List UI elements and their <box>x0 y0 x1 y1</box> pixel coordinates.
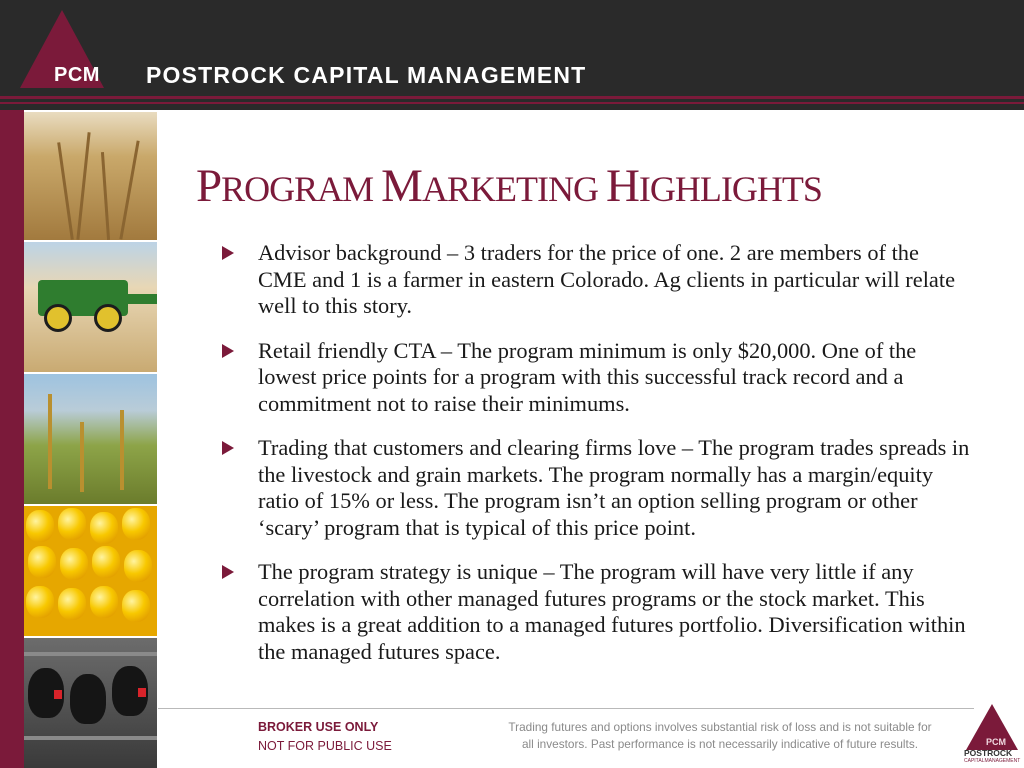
firm-name: POSTROCK CAPITAL MANAGEMENT <box>146 62 587 88</box>
broker-use-label: BROKER USE ONLY <box>258 720 379 734</box>
triangle-right-icon <box>222 344 234 358</box>
cattle-photo <box>24 638 157 768</box>
triangle-right-icon <box>222 441 234 455</box>
sorghum-field-photo <box>24 374 157 504</box>
bullet-item <box>222 435 972 541</box>
triangle-right-icon <box>222 565 234 579</box>
footer-logo-pcm: PCM <box>986 737 1006 747</box>
bullet-item <box>222 338 972 418</box>
footer-logo-name: POSTROCK <box>964 748 1013 758</box>
header-banner <box>0 0 1024 110</box>
slide-title: PROGRAM MARKETING HIGHLIGHTS <box>196 160 822 212</box>
bullet-text: The program strategy is unique – The program will have very little if any correlation with other managed futures programs or the stock market. This makes is a great addition to a managed futures portfolio. Diversification within the managed futures space. <box>258 559 966 664</box>
wheat-photo <box>24 112 157 240</box>
highlight-bullet-list <box>222 240 972 683</box>
combine-harvester-photo <box>24 242 157 372</box>
bullet-text: Retail friendly CTA – The program minimum is only $20,000. One of the lowest price points for a program with this successful track record and a commitment not to raise their minimums. <box>258 337 917 416</box>
bullet-item <box>222 559 972 665</box>
not-public-label: NOT FOR PUBLIC USE <box>258 739 392 753</box>
header-stripe-thin <box>0 102 1024 104</box>
bullet-text: Trading that customers and clearing firms love – The program trades spreads in the livestock and grain markets. The program normally has a margin/equity ratio of 15% or less. The program isn’t an option selling program or other ‘scary’ program that is typical of this price point. <box>258 435 970 540</box>
bullet-item <box>222 240 972 320</box>
corn-kernels-photo <box>24 506 157 636</box>
triangle-right-icon <box>222 246 234 260</box>
logo-text: PCM <box>54 64 100 86</box>
disclaimer-line-2: all investors. Past performance is not necessarily indicative of future results. <box>521 737 919 751</box>
bullet-text: Advisor background – 3 traders for the price of one. 2 are members of the CME and 1 is a farmer in eastern Colorado. Ag clients in particular will relate well to this story. <box>258 240 956 318</box>
disclaimer-line-1: Trading futures and options involves substantial risk of loss and is not suitable for <box>508 720 932 734</box>
risk-disclaimer <box>476 719 964 753</box>
left-accent-bar <box>0 110 24 768</box>
header-stripe <box>0 96 1024 99</box>
footer-divider <box>158 708 974 709</box>
footer-logo-sub: CAPITALMANAGEMENT <box>964 758 1021 764</box>
